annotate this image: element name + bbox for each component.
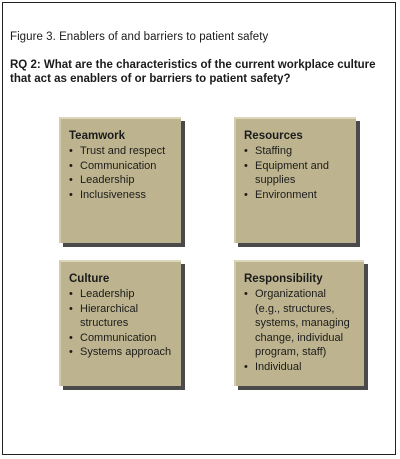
list-item-label: Staffing — [255, 145, 293, 157]
list-item — [69, 302, 174, 331]
bullet-icon: • — [69, 302, 73, 315]
list-item-label: Environment — [255, 188, 317, 201]
list-item-label: Systems approach — [80, 346, 172, 358]
list-item — [69, 159, 165, 174]
bullet-icon: • — [69, 288, 73, 300]
bullet-icon: • — [244, 188, 248, 201]
bullet-icon: • — [69, 159, 73, 172]
teamwork-list — [69, 144, 165, 202]
list-item — [69, 331, 174, 346]
bullet-icon: • — [69, 346, 73, 358]
culture-list — [69, 287, 174, 360]
list-item — [69, 173, 165, 188]
list-item-label: Equipment and supplies — [255, 159, 329, 186]
list-item-label: Communication — [80, 331, 157, 344]
bullet-icon: • — [69, 188, 73, 201]
bullet-icon: • — [244, 288, 248, 300]
list-item-label: Organizational (e.g., structures, systems, managing change, individual program, staff) — [255, 288, 350, 358]
list-item — [69, 345, 174, 360]
resources-box — [234, 117, 356, 243]
list-item — [69, 188, 165, 203]
bullet-icon: • — [244, 360, 248, 373]
responsibility-list — [244, 287, 354, 374]
list-item — [244, 188, 349, 203]
list-item-label: Individual — [255, 360, 302, 373]
list-item — [244, 159, 349, 188]
figure-title: Figure 3. Enablers of and barriers to patient safety — [10, 31, 269, 43]
bullet-icon: • — [69, 174, 73, 186]
culture-heading: Culture — [69, 273, 110, 285]
list-item-label: Trust and respect — [80, 145, 166, 157]
list-item-label: Leadership — [80, 174, 135, 186]
list-item-label: Communication — [80, 159, 157, 172]
bullet-icon: • — [69, 331, 73, 344]
bullet-icon: • — [69, 145, 73, 157]
responsibility-heading: Responsibility — [244, 273, 323, 285]
list-item — [244, 287, 354, 360]
resources-list — [244, 144, 349, 202]
bullet-icon: • — [244, 159, 248, 172]
list-item — [244, 144, 349, 159]
list-item-label: Leadership — [80, 288, 135, 300]
culture-box — [59, 260, 181, 386]
list-item-label: Hierarchical structures — [80, 302, 139, 329]
resources-heading: Resources — [244, 130, 303, 142]
teamwork-heading: Teamwork — [69, 130, 126, 142]
research-question: RQ 2: What are the characteristics of the current workplace culture that act as enablers of or barriers to patient safety? — [10, 59, 376, 85]
teamwork-box — [59, 117, 181, 243]
list-item — [69, 144, 165, 159]
list-item — [69, 287, 174, 302]
bullet-icon: • — [244, 145, 248, 157]
list-item — [244, 360, 354, 375]
list-item-label: Inclusiveness — [80, 188, 147, 201]
responsibility-box — [234, 260, 364, 386]
